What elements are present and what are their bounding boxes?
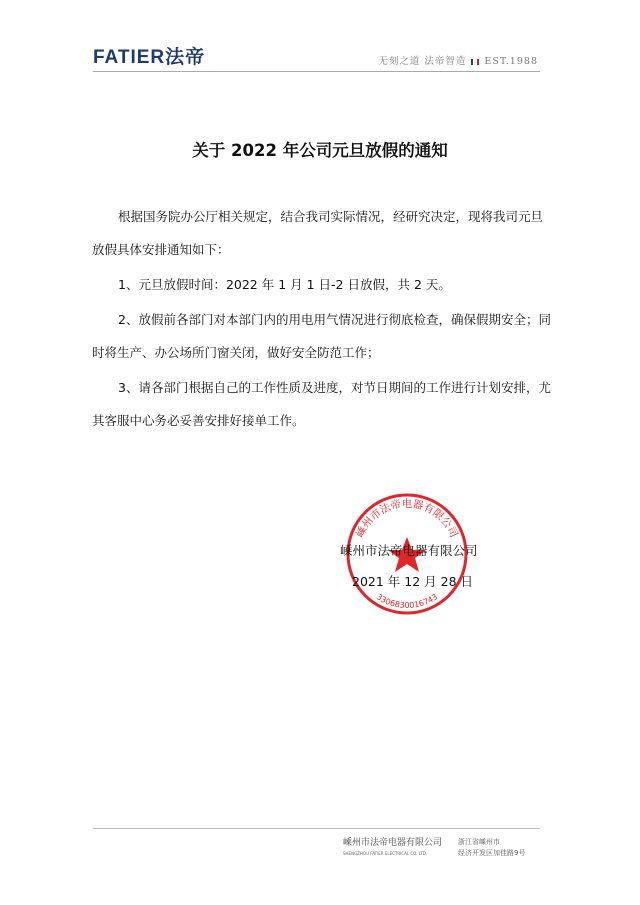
paragraph-item-3: 3、请各部门根据自己的工作性质及进度，对节日期间的工作进行计划安排，尤其客服中心务必妥善安排好接单工作。: [92, 380, 551, 428]
seal-number: 3306830016743: [374, 592, 440, 610]
footer-address: [458, 837, 525, 859]
seal-text: 嵊州市法帝电器有限公司: [354, 497, 460, 540]
paragraph-item-1: 1、元旦放假时间：2022 年 1 月 1 日-2 日放假，共 2 天。: [118, 277, 451, 292]
document-title: 关于 2022 年公司元旦放假的通知: [192, 141, 448, 160]
paragraph-intro: 根据国务院办公厅相关规定，结合我司实际情况，经研究决定，现将我司元旦放假具体安排通知如下：: [92, 209, 544, 257]
company-logo: FATIER法帝: [93, 47, 206, 68]
signature-date: 2021 年 12 月 28 日: [352, 574, 473, 589]
paragraph-item-2: 2、放假前各部门对本部门内的用电用气情况进行彻底检查，确保假期安全；同时将生产、办公场所门窗关闭，做好安全防范工作；: [92, 312, 551, 360]
header-slogan: [378, 56, 538, 68]
svg-text:嵊州市法帝电器有限公司: [353, 497, 459, 540]
document-body: [92, 200, 552, 439]
header-divider: [93, 71, 540, 72]
footer-divider: [93, 828, 540, 829]
slogan-cn: 无刻之道 法帝智造: [378, 56, 467, 67]
footer-company-cn: 嵊州市法帝电器有限公司: [343, 838, 443, 848]
french-flag-icon: [471, 59, 479, 65]
address-line-2: 经济开发区加佳路9号: [458, 849, 526, 857]
footer-company-en: SHENGZHOU FATIER ELECTRICAL CO. LTD.: [343, 851, 428, 856]
address-line-1: 浙江省嵊州市: [458, 838, 500, 846]
signature-company: 嵊州市法帝电器有限公司: [340, 543, 478, 558]
slogan-en: EST.1988: [484, 56, 538, 67]
